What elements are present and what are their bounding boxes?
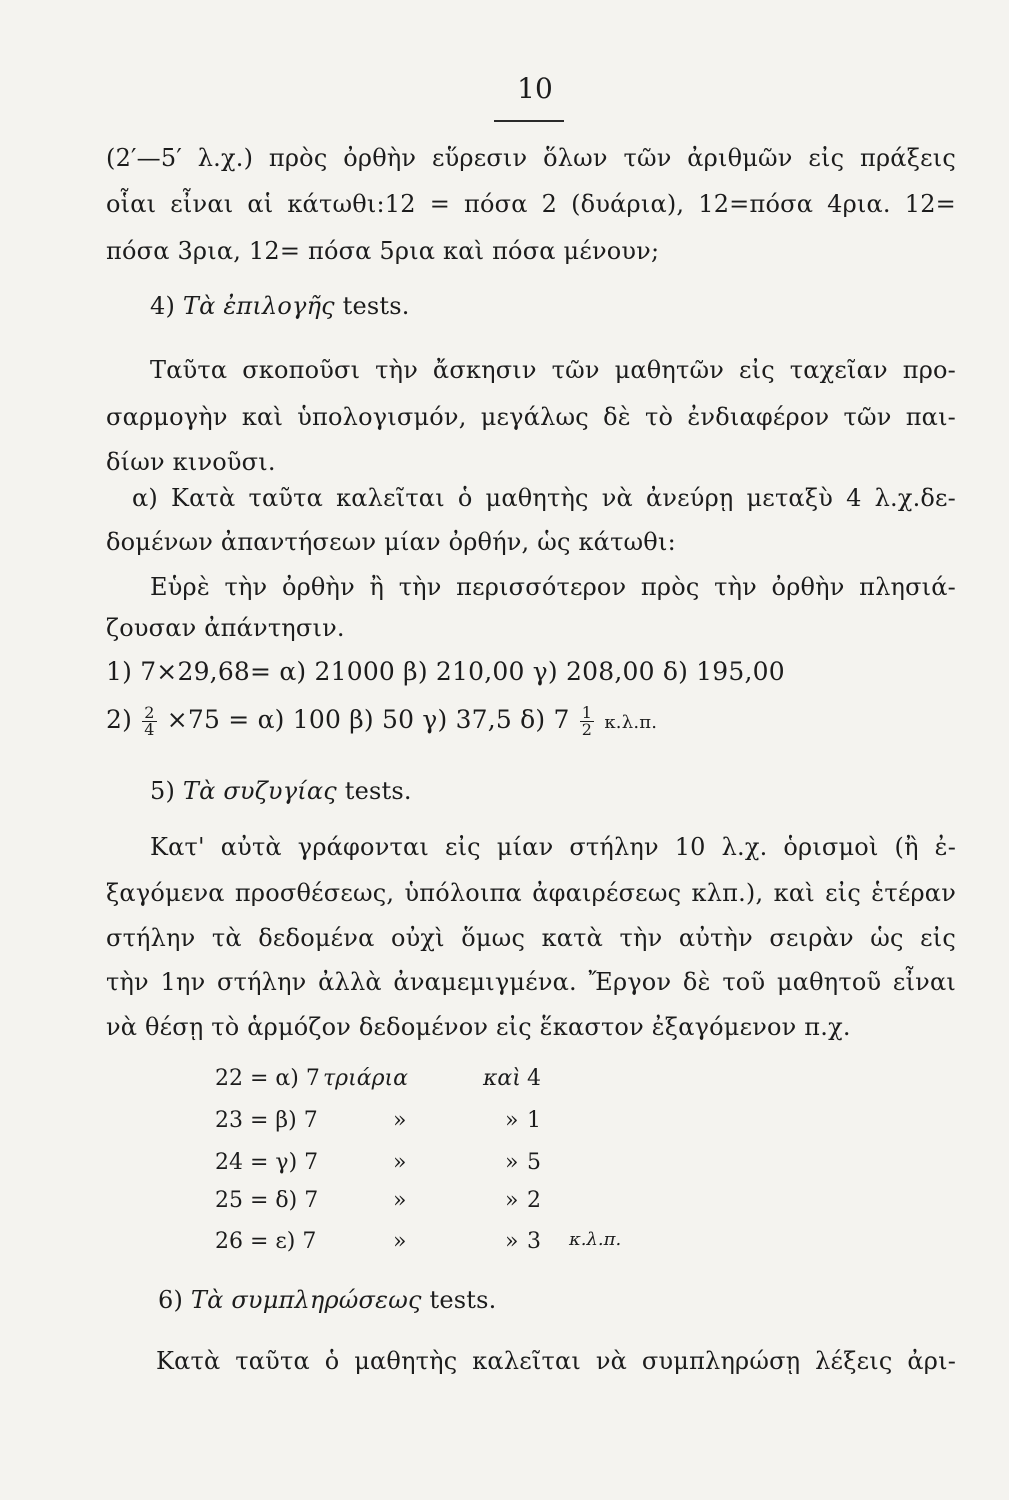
fraction-denominator: 2 bbox=[581, 720, 593, 739]
table-cell: » bbox=[505, 1150, 519, 1175]
fraction-numerator: 1 bbox=[581, 703, 593, 722]
table-cell: 26 = ε) 7 bbox=[215, 1229, 317, 1254]
table-cell: » bbox=[505, 1229, 519, 1254]
text-line: πόσα 3ρια, 12= πόσα 5ρια καὶ πόσα μένουν; bbox=[106, 237, 660, 265]
table-cell: » bbox=[505, 1188, 519, 1213]
example-1: 1) 7×29,68= α) 21000 β) 210,00 γ) 208,00 δ) 195,00 bbox=[106, 657, 785, 686]
text-line: Κατ' αὐτὰ γράφονται εἰς μίαν στήλην 10 λ.χ. ὁρισμοὶ (ἢ ἐ- bbox=[150, 833, 956, 861]
heading-suffix: tests. bbox=[342, 292, 410, 320]
table-cell: 22 = α) 7 bbox=[215, 1066, 320, 1091]
heading-number: 5) bbox=[150, 777, 176, 805]
heading-title: Τὰ ἐπιλογῆς bbox=[182, 292, 335, 320]
heading-title: Τὰ συζυγίας bbox=[182, 777, 337, 805]
table-cell: τριάρια bbox=[323, 1066, 409, 1091]
fraction bbox=[580, 705, 594, 738]
text-line: στήλην τὰ δεδομένα οὐχὶ ὅμως κατὰ τὴν αὐτὴν σειρὰν ὡς εἰς bbox=[106, 924, 956, 952]
table-cell: 5 bbox=[527, 1150, 541, 1175]
text-line: δομένων ἀπαντήσεων μίαν ὀρθήν, ὡς κάτωθι: bbox=[106, 528, 676, 556]
table-cell: 24 = γ) 7 bbox=[215, 1150, 319, 1175]
table-cell: » bbox=[505, 1108, 519, 1133]
example-2-label: 2) bbox=[106, 705, 133, 734]
table-cell: 2 bbox=[527, 1188, 541, 1213]
table-cell: 4 bbox=[527, 1066, 541, 1091]
table-cell: κ.λ.π. bbox=[569, 1229, 622, 1250]
example-2-tail: κ.λ.π. bbox=[604, 712, 658, 733]
text-line: ξαγόμενα προσθέσεως, ὑπόλοιπα ἀφαιρέσεως κλπ.), καὶ εἰς ἑτέραν bbox=[106, 879, 956, 907]
page-number-rule bbox=[494, 120, 564, 122]
example-2 bbox=[106, 705, 657, 738]
table-cell: καὶ bbox=[483, 1066, 521, 1091]
heading-title: Τὰ συμπληρώσεως bbox=[190, 1286, 422, 1314]
text-line: Εὑρὲ τὴν ὀρθὴν ἢ τὴν περισσότερον πρὸς τὴν ὀρθὴν πλησιά- bbox=[150, 573, 956, 601]
text-line: Κατὰ ταῦτα ὁ μαθητὴς καλεῖται νὰ συμπληρώσῃ λέξεις ἀρι- bbox=[156, 1347, 956, 1375]
fraction-denominator: 4 bbox=[144, 720, 155, 739]
text-line: Ταῦτα σκοποῦσι τὴν ἄσκησιν τῶν μαθητῶν εἰς ταχεῖαν προ- bbox=[150, 356, 956, 384]
text-line: α) Κατὰ ταῦτα καλεῖται ὁ μαθητὴς νὰ ἀνεύρῃ μεταξὺ 4 λ.χ.δε- bbox=[132, 484, 956, 512]
fraction-numerator: 2 bbox=[144, 703, 155, 722]
section-heading-4 bbox=[150, 291, 410, 321]
text-line: νὰ θέσῃ τὸ ἁρμόζον δεδομένον εἰς ἕκαστον ἐξαγόμενον π.χ. bbox=[106, 1013, 851, 1041]
example-2-body: ×75 = α) 100 β) 50 γ) 37,5 δ) 7 bbox=[166, 705, 570, 734]
table-cell: 25 = δ) 7 bbox=[215, 1188, 319, 1213]
text-line: σαρμογὴν καὶ ὑπολογισμόν, μεγάλως δὲ τὸ ἐνδιαφέρον τῶν παι- bbox=[106, 403, 956, 431]
table-cell: » bbox=[393, 1150, 407, 1175]
table-cell: 23 = β) 7 bbox=[215, 1108, 318, 1133]
heading-number: 6) bbox=[158, 1286, 184, 1314]
table-cell: 3 bbox=[527, 1229, 541, 1254]
table-cell: » bbox=[393, 1188, 407, 1213]
heading-suffix: tests. bbox=[344, 777, 412, 805]
heading-suffix: tests. bbox=[429, 1286, 497, 1314]
table-cell: 1 bbox=[527, 1108, 541, 1133]
text-line: (2′—5′ λ.χ.) πρὸς ὀρθὴν εὕρεσιν ὅλων τῶν ἀριθμῶν εἰς πράξεις bbox=[106, 144, 956, 172]
page-number: 10 bbox=[517, 72, 553, 105]
heading-number: 4) bbox=[150, 292, 176, 320]
text-line: τὴν 1ην στήλην ἀλλὰ ἀναμεμιγμένα. Ἔργον δὲ τοῦ μαθητοῦ εἶναι bbox=[106, 968, 956, 996]
table-cell: » bbox=[393, 1108, 407, 1133]
section-heading-5 bbox=[150, 776, 412, 806]
table-cell: » bbox=[393, 1229, 407, 1254]
text-line: δίων κινοῦσι. bbox=[106, 448, 276, 476]
text-line: ζουσαν ἀπάντησιν. bbox=[106, 614, 345, 642]
fraction bbox=[142, 705, 156, 738]
text-line: οἷαι εἶναι αἱ κάτωθι:12 = πόσα 2 (δυάρια), 12=πόσα 4ρια. 12= bbox=[106, 190, 956, 218]
section-heading-6 bbox=[158, 1285, 496, 1315]
